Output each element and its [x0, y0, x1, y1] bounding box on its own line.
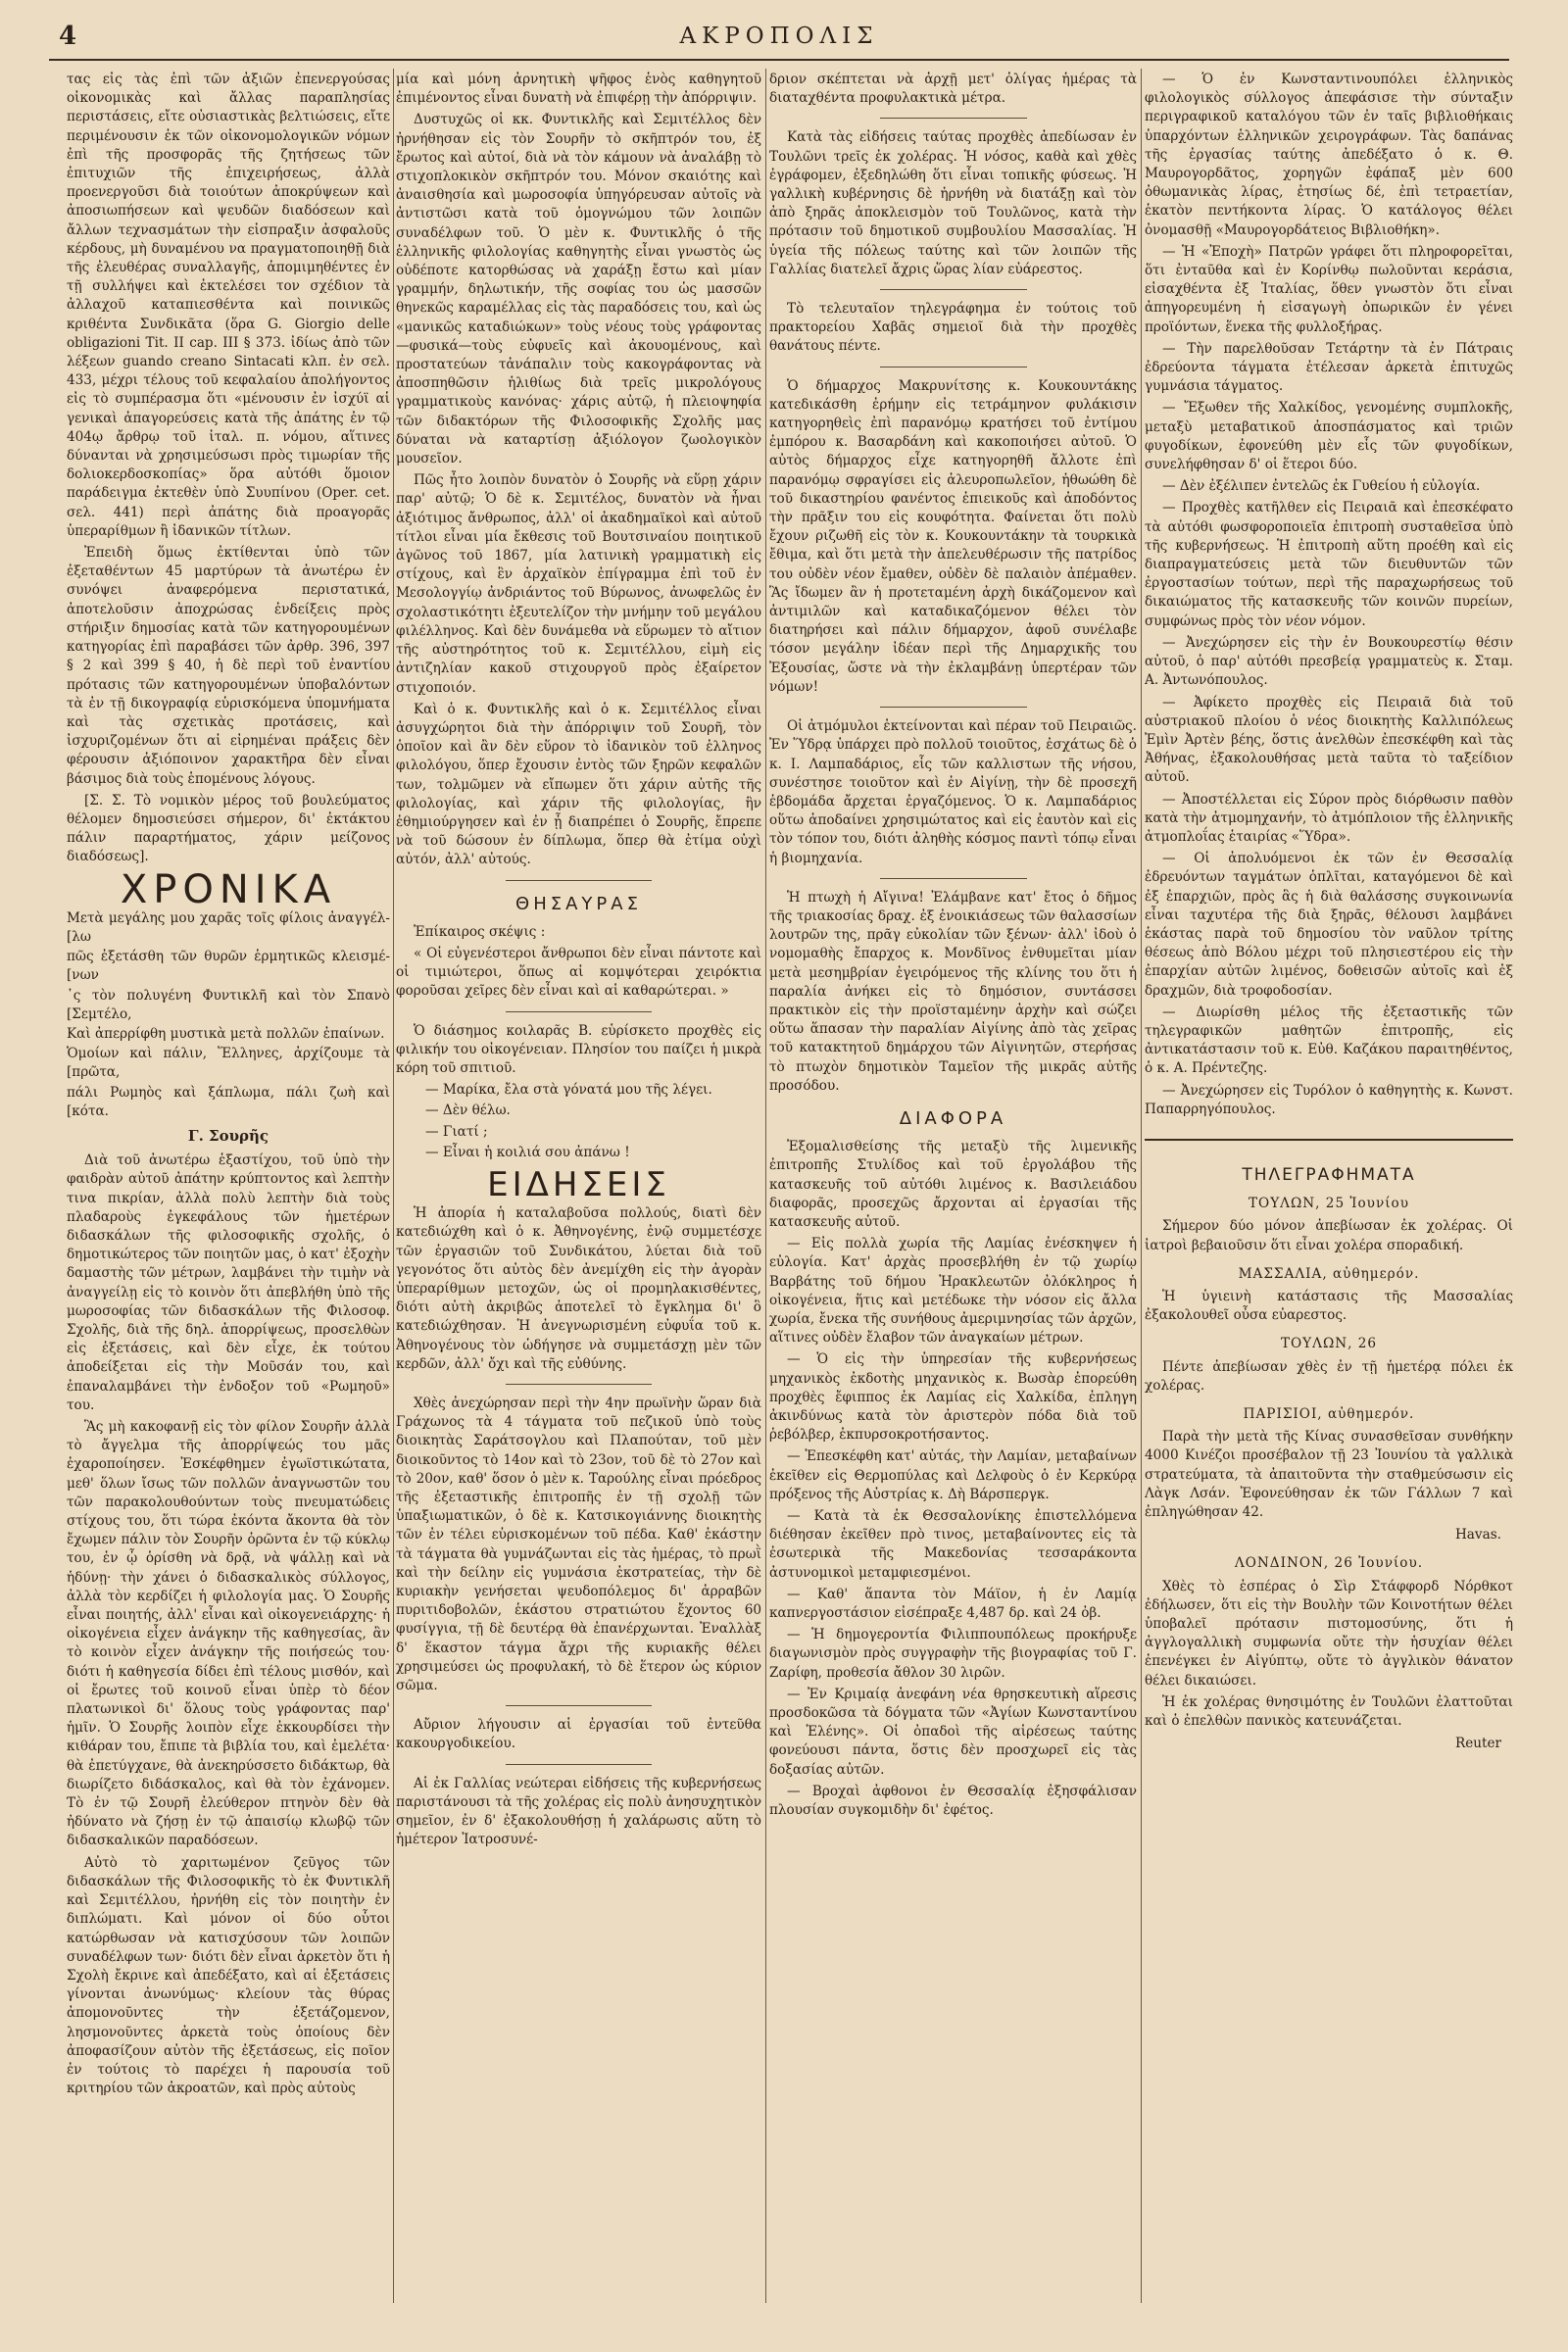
paragraph: Ὁ διάσημος κοιλαρᾶς Β. εὑρίσκετο προχθὲς εἰς φιλικήν του οἰκογένειαν. Πλησίον του παίζει ἡ μικρὰ κόρη τοῦ σπιτιοῦ. [396, 1022, 761, 1076]
paragraph: Οἱ ἀτμόμυλοι ἐκτείνονται καὶ πέραν τοῦ Πειραιῶς. Ἐν Ὕδρᾳ ὑπάρχει πρὸ πολλοῦ τοιοῦτος, ἐσχάτως δὲ ὁ κ. Ι. Λαμπαδάριος, εἷς τῶν καλλιστων τῆς νήσου, συνέστησε τοιοῦτον καὶ ἐν Αἰγίνῃ, τὴν δὲ προσεχῆ ἑβδομάδα ἄρχεται ἐργαζόμενος. Ὁ κ. Λαμπαδάριος οὕτω ἀποδαίνει χρησιμώτατος καὶ εἰς ἑαυτὸν καὶ εἰς τὸν τόπον του, διότι ἀληθὴς κόσμος παντὶ τόπῳ εἶναι ἡ βιομηχανία. [769, 718, 1137, 866]
editor-note: [Σ. Σ. Τὸ νομικὸν μέρος τοῦ βουλεύματος θέλομεν δημοσιεύσει σήμερον, δι' ἐκτάκτου πάλιν παραρτήματος, χάριν μείζονος διαδόσεως]. [67, 792, 390, 865]
paragraph: Διὰ τοῦ ἀνωτέρω ἑξαστίχου, τοῦ ὑπὸ τὴν φαιδρὰν αὐτοῦ ἀπάτην κρύπτοντος καὶ λεπτὴν τινα πικρίαν, ἀλλὰ πολὺ λεπτὴν διὰ τοὺς πλαδαροὺς ἐγκεφάλους τῶν ἡμετέρων διδασκάλων τῆς φιλοσοφικῆς σχολῆς, ὁ δημοτικώτερος τῶν ποιητῶν μας, ὁ κατ' ἐξοχὴν δαμαστὴς τῶν μέτρων, λαμβάνει τὴν τιμὴν νὰ ἀναγγείλῃ εἰς τὸ κοινὸν ὅτι ἀπεβλήθη ὑπὸ τῆς μωροσοφίας τῶν διδασκάλων τῆς Φιλοσοφ. Σχολῆς, διὰ τῆς δηλ. ἀπορρίψεως, προσελθὼν εἰς ἐξετάσεις, καὶ δὲν εἶχε, ἐκ τούτου ἀποδείξεται εἰς τὴν Μοῦσάν του, καὶ ἐπαναλαμβάνει τὴν ἐνδοξον τοῦ «Ρωμηοῦ» του. [67, 1152, 390, 1413]
paragraph: — Ἐν Κριμαίᾳ ἀνεφάνη νέα θρησκευτικὴ αἵρεσις προσδοκῶσα τὰ δόγματα τῶν «Ἀγίων Κωνσταντίνου καὶ Ἑλένης». Οἱ ὀπαδοὶ τῆς αἱρέσεως ταύτης φονεύουσι πάντα, ὅστις δὲν προσχωρεῖ εἰς τὰς δοξασίας αὐτῶν. [769, 1686, 1137, 1778]
column-2 [396, 71, 761, 2305]
dateline: ΛΟΝΔΙΝΟΝ, 26 Ἰουνίου. [1234, 1555, 1424, 1572]
quote: « Οἱ εὐγενέστεροι ἄνθρωποι δὲν εἶναι πάντοτε καὶ οἱ τιμιώτεροι, ὅπως αἱ κομψότεραι χειρόκτια φοροῦσαι χεῖρες δὲν εἶναι καὶ αἱ καθαρώτεραι. » [396, 945, 761, 1000]
dateline: ΤΟΥΛΩΝ, 25 Ἰουνίου [1248, 1196, 1409, 1212]
news-agency: Reuter [1454, 1736, 1501, 1752]
paragraph: Καὶ ὁ κ. Φυντικλῆς καὶ ὁ κ. Σεμιτέλλος εἶναι ἀσυγχώρητοι διὰ τὴν ἀπόρριψιν τοῦ Σουρῆ, τὸν ὁποῖον καὶ ἂν δὲν εὕρον τὸ ἰδανικὸν τοῦ ἑλληνος φιλολόγου, ὅπερ ἔχουσιν ἐντὸς τῶν ξηρῶν κεφαλῶν των, τολμῶμεν νὰ εἴπωμεν ὅτι χάριν αὐτῆς τῆς φιλολογίας, καὶ χάριν τῆς φιλολογίας, ἣν ἐθημιούργησεν καὶ ἐν ᾗ διαπρέπει ὁ Σουρῆς, ἔπρεπε νὰ τοῦ δώσουν ἐν δίπλωμα, ὅπερ θὰ ἐτίμα οὐχὶ αὐτόν, ἀλλ' αὐτούς. [396, 701, 761, 868]
paragraph: — Ἀνεχώρησεν εἰς Τυρόλον ὁ καθηγητὴς κ. Κωνστ. Παπαρρηγόπουλος. [1145, 1082, 1513, 1117]
divider [506, 1011, 652, 1012]
paragraph: Κατὰ τὰς εἰδήσεις ταύτας προχθὲς ἀπεδίωσαν ἐν Τουλῶνι τρεῖς ἐκ χολέρας. Ἡ νόσος, καθὰ καὶ χθὲς ἐγράφομεν, ἐξεδηλώθη ὅτι εἶναι τοπικῆς φύσεως. Ἡ γαλλικὴ κυβέρνησις δὲ ἠρνήθη νὰ διατάξῃ καὶ τὸν ἀπὸ ξηρᾶς ἀποκλεισμὸν τοῦ Τουλῶνος, κατὰ τὴν πρότασιν τοῦ δημοτικοῦ συμβουλίου Μασσαλίας. Ἡ ὑγεία τῆς πόλεως ταύτης καὶ τῶν λοιπῶν τῆς Γαλλίας διατελεῖ ἄχρις ὥρας λίαν εὐάρεστος. [769, 129, 1137, 277]
divider [880, 118, 1027, 119]
paragraph: — Ἡ δημογεροντία Φιλιππουπόλεως προκήρυξε διαγωνισμὸν πρὸς συγγραφὴν τῆς βιογραφίας τοῦ Γ. Ζαρίφη, προθεσία ἄθλον 30 λιρῶν. [769, 1627, 1137, 1681]
paragraph: — Ἐπεσκέφθη κατ' αὐτάς, τὴν Λαμίαν, μεταβαίνων ἐκεῖθεν εἰς Θερμοπύλας καὶ Δελφοὺς ὁ ἐν Κερκύρᾳ πρόξενος τῆς Αὐστρίας κ. Δὴ Βάρσπεργκ. [769, 1448, 1137, 1502]
paragraph: — Οἱ ἀπολυόμενοι ἐκ τῶν ἐν Θεσσαλίᾳ ἑδρευόντων ταγμάτων ὁπλῖται, καταγόμενοι δὲ καὶ ἐξ ἐπαρχιῶν, πρὸς ἃς ἡ διὰ θαλάσσης συγκοινωνία εἶναι ταχυτέρα τῆς διὰ ξηρᾶς, θέλουσι λαμβάνει ἑκάστας παρὰ τοῦ δημοσίου τὸν ναῦλον τρίτης θέσεως ἀπὸ Βόλου μέχρι τοῦ πλησιεστέρου εἰς τὴν ἐπαρχίαν αὐτῶν λιμένος, δοθεισῶν αὐτοῖς καὶ ἐξ δραχμῶν, διὰ τροφοδοσίαν. [1145, 851, 1513, 999]
paper-title: ΑΚΡΟΠΟΛΙΣ [679, 24, 879, 49]
paragraph: — Προχθὲς κατῆλθεν εἰς Πειραιᾶ καὶ ἐπεσκέφατο τὰ αὐτόθι φωσφοροποιεῖα ἐπιτροπὴ συσταθεῖσα ὑπὸ τῆς κυβερνήσεως. Ἡ ἐπιτροπὴ αὕτη προέθη καὶ εἰς διαπραγματεύσεις μετὰ τῶν διευθυντῶν τῶν ἐργοστασίων τούτων, περὶ τῆς παραχωρήσεως τοῦ δικαιώματος τῆς κατασκευῆς τῶν κοινῶν πυρείων, συμφώνως πρὸς τὸν νέον νόμον. [1145, 500, 1513, 629]
column-1 [67, 71, 390, 2305]
divider [506, 1705, 652, 1706]
divider [880, 367, 1027, 368]
paragraph: — Βροχαὶ ἀφθονοι ἐν Θεσσαλίᾳ ἐξησφάλισαν πλουσίαν συγκομιδὴν δι' ἐφέτος. [769, 1783, 1137, 1819]
poem-line: Μετὰ μεγάλης μου χαρᾶς τοῖς φίλοις ἀναγγέλ-[λω [67, 909, 390, 945]
poem [67, 909, 390, 1121]
dialog-line: — Δὲν θέλω. [425, 1102, 511, 1119]
paragraph: — Ἀποστέλλεται εἰς Σύρον πρὸς διόρθωσιν παθὸν κατὰ τὴν ἀτμομηχανήν, τὸ ἀτμόπλοιον τῆς ἑλληνικῆς ἀτμοπλοΐας ἑταιρίας «Ὕδρα». [1145, 791, 1513, 845]
paragraph: Αὔριον λήγουσιν αἱ ἐργασίαι τοῦ ἐντεῦθα κακουργοδικείου. [396, 1717, 761, 1752]
poem-line: πῶς ἐξετάσθη τῶν θυρῶν ἑρμητικῶς κλεισμέ-[νων [67, 949, 390, 984]
paragraph: — Δὲν ἐξέλιπεν ἐντελῶς ἐκ Γυθείου ἡ εὐλογία. [1162, 478, 1481, 495]
divider [880, 289, 1027, 290]
page-number: 4 [59, 22, 77, 51]
paragraph: Ἐπειδὴ ὅμως ἐκτίθενται ὑπὸ τῶν ἐξεταθέντων 45 μαρτύρων τὰ ἀνωτέρω ἐν συνόψει ἀναφερόμενα περιστατικά, ἀποτελοῦσιν ἀποχρώσας ἐνδείξεις πρὸς στήριξιν δημοσίας κατὰ τῶν κατηγορουμένων κατηγορίας ἐπὶ παραβάσει τῶν ἀρθρ. 396, 397 § 2 καὶ 399 § 40, ἡ δὲ περὶ τοῦ ἐναντίου πρότασις τῶν κατηγορουμένων ὑποβαλόντων τὰ ἐν τῇ δικογραφίᾳ εὑρισκόμενα ὑπομνήματα καὶ τὰς σχετικὰς προτάσεις, καὶ ἰσχυριζομένων ὅτι αἱ εἰρημέναι πράξεις δὲν φέρουσιν ἀξιόποινον χαρακτῆρα δὲν εἶναι βάσιμος διὰ τοὺς ἑπομένους λόγους. [67, 545, 390, 787]
paragraph: Ἡ ἀπορία ἡ καταλαβοῦσα πολλούς, διατὶ δὲν κατεδιώχθη καὶ ὁ κ. Ἀθηνογένης, ἐνῷ συμμετέσχε τῶν ἐργασιῶν τοῦ Συνδικάτου, λύεται διὰ τοῦ γεγονότος ὅτι αὐτὸς δὲν ἀνεμίχθη εἰς τὴν ἀγορὰν ὑπεραρίθμων μετοχῶν, ὡς οἱ προμηλακισθέντες, διότι αὐτὴ ἀκριβῶς ἀποτελεῖ τὸ ἔγκλημα δι' ὃ κατεδιώχθησαν. Ἡ ἀνεγνωρισμένη εὐφυΐα τοῦ κ. Ἀθηνογένους τὸν ὡδήγησε νὰ συμμετάσχῃ μὲν τῶν κερδῶν, ἀλλ' ὄχι καὶ τῆς εὐθύνης. [396, 1205, 761, 1372]
section-title-chronika: ΧΡΟΝΙΚΑ [120, 866, 337, 912]
paragraph: — Ἔξωθεν τῆς Χαλκίδος, γενομένης συμπλοκῆς, μεταξὺ μεταβατικοῦ ἀποσπάσματος καὶ τριῶν φυγοδίκων, ἐφονεύθη μὲν εἷς τῶν φυγοδίκων, συνελήφθησαν δ' οἱ ἕτεροι δύο. [1145, 400, 1513, 473]
section-title-thesauras: ΘΗΣΑΥΡΑΣ [515, 893, 642, 914]
telegram-text: Παρὰ τὴν μετὰ τῆς Κίνας συνασθεῖσαν συνθήκην 4000 Κινέζοι προσέβαλον τῇ 23 Ἰουνίου τὰ γαλλικὰ στρατεύματα, τὰ ἀπαιτοῦντα τὴν σταθμεύσωσιν εἰς Λὰγκ Λσάν. Ἐφονεύθησαν ἐκ τῶν Γάλλων 7 καὶ ἐπληγώθησαν 42. [1145, 1429, 1513, 1521]
paragraph: Αὐτὸ τὸ χαριτωμένον ζεῦγος τῶν διδασκάλων τῆς Φιλοσοφικῆς τὸ ἐκ Φυντικλῆ καὶ Σεμιτέλλου, ἠρνήθη εἰς τὸν ποιητὴν ἐν διπλώματι. Καὶ μόνον οἱ δύο οὗτοι κατώρθωσαν νὰ κατισχύσουν τῶν λοιπῶν συναδέλφων των· διότι δὲν εἶναι ἀρκετὸν ὅτι ἡ Σχολὴ ἔκρινε καὶ ἀπεδέξατο, καὶ αἱ ἐξετάσεις γίνονται ἀνωνύμως· κλείουν τὰς θύρας ἀπομονοῦντες τὴν ἐξετάζομενον, λησμονοῦντες ἀρκετὰ τοὺς ὁποίους δὲν ἀποφασίζουν αὐτὸν τῆς ἐξετάσεως, εἰς ποῖον ἐν τούτοις τὸ παρέχει ἡ παρουσία τοῦ κριτηρίου τῶν ἀκροατῶν, καὶ πρὸς αὐτοὺς [67, 1854, 390, 2097]
paragraph: δριον σκέπτεται νὰ ἀρχῇ μετ' ὀλίγας ἡμέρας τὰ διαταχθέντα προφυλακτικὰ μέτρα. [769, 72, 1137, 107]
paragraph: — Ἡ «Ἐποχὴ» Πατρῶν γράφει ὅτι πληροφορεῖται, ὅτι ἐνταῦθα καὶ ἐν Κορίνθῳ πωλοῦνται κεράσια, εἰσαχθέντα ἐξ Ἰταλίας, ὅθεν γνωστὸν ὅτι εἶναι ἀπηγορευμένη ἡ εἰσαγωγὴ ὀπωρικῶν ἐν γένει προϊόντων, ἕνεκα τῆς φυλλοξήρας. [1145, 243, 1513, 335]
column-3 [769, 71, 1137, 2305]
paragraph: Ἃς μὴ κακοφανῇ εἰς τὸν φίλον Σουρῆν ἀλλὰ τὸ ἄγγελμα τῆς ἀπορρίψεώς του μᾶς ἐχαροποίησεν. Ἐσκέφθημεν ἐγωϊστικώτατα, μεθ' ὅλων ἴσως τῶν πολλῶν ἀναγνωστῶν του τῶν παρακολουθούντων τοὺς πνευματώδεις στίχους του, ὅτι τώρα ἐκόντα ἄκοντα θὰ τὸν ἔχωμεν πάλιν τὸν Σουρῆν ὁρῶντα ἐν τῷ κύκλῳ του, ἐν ᾧ ὁρίσθη νὰ δρᾷ, νὰ ψάλλῃ καὶ νὰ ἡδύνῃ· τὴν χάνει ὁ διδασκαλικὸς σύλλογος, ἀλλὰ τὸν κερδίζει ἡ φιλολογία μας. Ὁ Σουρῆς εἶναι ποιητής, ἀλλ' εἶναι καὶ οἰκογενειάρχης· ἡ οἰκογένεια εἶχεν ἀνάγκην τῆς καθηγεσίας, ἂν τὸ κοινὸν εἶχεν ἀνάγκην τῆς ποιήσεώς του· διότι ἡ καθηγεσία δίδει ἐπὶ τέλους μισθόν, καὶ οἱ ἔρωτες τοῦ κοινοῦ εἶναι ὑπὲρ τὸ δέον πλατωνικοὶ δι' ὅλους τοὺς γράφοντας παρ' ἡμῖν. Ὁ Σουρῆς λοιπὸν εἶχε ἐκκουρδίσει τὴν κιθάραν του, ἔπιπε τὰ βιβλία του, καὶ ἐμελέτα· θὰ ἐπετύγχανε, θὰ ἀνεκηρύσσετο διδάκτωρ, θὰ διωρίζετο διδάσκαλος, καὶ θὰ τὸν ἐχάνομεν. Τὸ ἐν τῷ Σουρῆ ἐλεύθερον πτηνὸν δὲν θὰ ἠδύνατο νὰ ζήσῃ ἐν τῷ ἀπαισίῳ κλωβῷ τῶν διδασκαλικῶν παραδόσεων. [67, 1419, 390, 1849]
paragraph: μία καὶ μόνη ἀρνητικὴ ψῆφος ἑνὸς καθηγητοῦ ἐπιμένοντος εἶναι δυνατὴ νὰ ἐπιφέρῃ τὴν ἀπόρριψιν. [396, 72, 761, 107]
paragraph: — Ἀφίκετο προχθὲς εἰς Πειραιᾶ διὰ τοῦ αὐστριακοῦ πλοίου ὁ νέος διοικητὴς Καλλιπόλεως Ἐμὶν Ἀρτὲν βέης, ὅστις ἀνελθὼν ἐπεσκέφθη καὶ τὰς Ἀθήνας, ἐξακολουθήσας μετὰ ταῦτα τὸ ταξείδιον αὐτοῦ. [1145, 694, 1513, 786]
masthead [49, 20, 1509, 61]
dialog-line: — Εἶναι ἡ κοιλιά σου ἀπάνω ! [425, 1144, 630, 1160]
paragraph: — Τὴν παρελθοῦσαν Τετάρτην τὰ ἐν Πάτραις ἑδρεύοντα τάγματα ἐτέλεσαν ἀρκετὰ ἐπιτυχῶς γυμνάσια τάγματος. [1145, 340, 1513, 395]
column-divider [765, 69, 766, 2303]
paragraph: — Ἀνεχώρησεν εἰς τὴν ἐν Βουκουρεστίῳ θέσιν αὐτοῦ, ὁ παρ' αὐτόθι πρεσβείᾳ γραμματεὺς κ. Σταμ. Α. Ἀντωνόπουλος. [1145, 634, 1513, 689]
paragraph: Χθὲς ἀνεχώρησαν περὶ τὴν 4ην πρωϊνὴν ὥραν διὰ Γράχωνος τὰ 4 τάγματα τοῦ πεζικοῦ ὑπὸ τοὺς διοικητὰς Σαράτσογλου καὶ Πλαπούταν, τοῦ μὲν διοικοῦντος τὸ 14ον καὶ τὸ 23ον, τοῦ δὲ τὸ 27ον καὶ τὸ 20ον, καθ' ὅσον ὁ μὲν κ. Ταρούλης εἶναι πρόεδρος τῆς ἐξεταστικῆς ἐπιτροπῆς ἐν τῇ σχολῇ τῶν ὑπαξιωματικῶν, ὁ δὲ κ. Κατσικογιάννης διοικητὴς τῶν ἐν τέλει εὑρισκομένων τοῦ πέδα. Καθ' ἑκάστην τὰ τάγματα θὰ γυμνάζωνται εἰς τὰς ἡμέρας, τὸ πρωῒ καὶ τὴν δείλην εἰς γυμνάσια ἐκστρατείας, τὴν δὲ κυριακὴν γενήσεται ψευδοπόλεμος δι' ἀρραβῶν πυριτιδοβολῶν, ἑκάστου στρατιώτου ἔχοντος 60 φυσίγγια, τῇ δὲ δευτέρᾳ θὰ ἐπανέρχωνται. Ἐναλλὰξ δ' ἕκαστον τάγμα ἄχρι τῆς κυριακῆς θέλει χρησιμεύσει ὡς προφυλακή, τὸ δὲ ἕτερον ὡς κύριον σῶμα. [396, 1396, 761, 1694]
poem-line: πάλι Ρωμηὸς καὶ ξάπλωμα, πάλι ζωὴ καὶ [κότα. [67, 1084, 390, 1119]
section-title-diafora: ΔΙΑΦΟΡΑ [899, 1107, 1007, 1129]
dateline: ΜΑΣΣΑΛΙΑ, αὐθημερόν. [1238, 1265, 1420, 1282]
poem-signature: Γ. Σουρῆς [187, 1126, 270, 1145]
dateline: ΠΑΡΙΣΙΟΙ, αὐθημερόν. [1243, 1406, 1415, 1422]
paragraph: Ἡ πτωχὴ ἡ Αἴγινα! Ἐλάμβανε κατ' ἔτος ὁ δῆμος τῆς τριακοσίας δραχ. ἐξ ἐνοικιάσεως τῶν θαλασσίων λουτρῶν της, πρᾶγ εὐκολίαν τῶν ξένων· ἀλλ' ἰδοὺ ὁ νομομαθὴς ἔπαρχος κ. Μονδῖνος ἐνθυμεῖται μίαν μετὰ μεσημβρίαν ἐγειρόμενος τῆς κλίνης του ὅτι ἡ παραλία ἀνήκει εἰς τὸ δημόσιον, συντάσσει πρακτικὸν εἰς τὴν προϊσταμένην ἀρχὴν καὶ σώζει οὕτω ἅπασαν τὴν παραλίαν Αἰγίνης ἀπὸ τὰς χεῖρας τοῦ κατακτητοῦ δημάρχου τῶν Αἰγινητῶν, στερήσας τὸ πτωχὸν δημοτικὸν Ταμεῖον τῆς μικρᾶς αὐτῆς προσόδου. [769, 889, 1137, 1094]
paragraph: — Ὁ ἐν Κωνσταντινουπόλει ἑλληνικὸς φιλολογικὸς σύλλογος ἀπεφάσισε τὴν σύνταξιν περιγραφικοῦ καταλόγου τῶν ἐν ταῖς βιβλιοθήκαις ὑπαρχόντων ἑλληνικῶν χειρογράφων. Τὰς δαπάνας τῆς ἐργασίας ταύτης ἀπεδέξατο ὁ κ. Θ. Μαυρογορδᾶτος, χορηγῶν ἐφάπαξ μὲν 600 ὀθωμανικὰς λίρας, ἐτησίως δέ, ἐπὶ τετραετίαν, ἑκατὸν πεντήκοντα λίρας. Ὁ κατάλογος θέλει ὀνομασθῇ «Μαυρογορδάτειος Βιβλιοθήκη». [1145, 72, 1513, 238]
paragraph-label: Ἐπίκαιρος σκέψις : [414, 923, 546, 940]
divider [506, 880, 652, 881]
paragraph: — Ὁ εἰς τὴν ὑπηρεσίαν τῆς κυβερνήσεως μηχανικὸς ἐκδοτὴς μηχανικὸς κ. Βωσὰρ ἐπορεύθη προχθὲς ἔφιππος ἐκ Λαμίας εἰς Χαλκίδα, ἐπληγη ἀκινδύνως κατὰ τὸν ἀριστερὸν πόδα διὰ τοῦ ῥεβόλβερ, ἐκπυρσοκροτήσαντος. [769, 1351, 1137, 1444]
telegram-text: Ἡ ὑγιεινὴ κατάστασις τῆς Μασσαλίας ἐξακολουθεῖ οὖσα εὐαρεστος. [1145, 1288, 1513, 1324]
divider [880, 707, 1027, 708]
paragraph: — Διωρίσθη μέλος τῆς ἐξεταστικῆς τῶν τηλεγραφικῶν μαθητῶν ἐπιτροπῆς, εἰς ἀντικατάστασιν τοῦ κ. Εὐθ. Καζάκου παραιτηθέντος, ὁ κ. Α. Πρέντεζης. [1145, 1004, 1513, 1077]
paragraph: Αἱ ἐκ Γαλλίας νεώτεραι εἰδήσεις τῆς κυβερνήσεως παριστάνουσι τὰ τῆς χολέρας εἰς πολὺ ἀνησυχητικὸν σημεῖον, ἐν δ' ἐξακολουθήσῃ ἡ χαλάρωσις αὕτη τὸ ἡμέτερον Ἰατροσυνέ- [396, 1775, 761, 1848]
section-title-eidiseis: ΕΙΔΗΣΕΙΣ [487, 1164, 670, 1204]
telegram-text: Πέντε ἀπεβίωσαν χθὲς ἐν τῇ ἡμετέρᾳ πόλει ἐκ χολέρας. [1145, 1358, 1513, 1394]
poem-line: Ὁμοίων καὶ πάλιν, Ἕλληνες, ἀρχίζουμε τὰ [πρῶτα, [67, 1046, 390, 1081]
telegram-text: Ἡ ἐκ χολέρας θνησιμότης ἐν Τουλῶνι ἐλαττοῦται καὶ ὁ ἐπελθὼν πανικὸς κατευνάζεται. [1145, 1693, 1513, 1730]
dialog-line: — Μαρίκα, ἔλα στὰ γόνατά μου τῆς λέγει. [425, 1082, 712, 1099]
dialog-line: — Γιατί ; [425, 1123, 488, 1140]
poem-line: Καὶ ἀπερρίφθη μυστικὰ μετὰ πολλῶν ἐπαίνων. [67, 1025, 385, 1042]
paragraph: — Εἰς πολλὰ χωρία τῆς Λαμίας ἐνέσκηψεν ἡ εὐλογία. Κατ' ἀρχὰς προσεβλήθη ἐν τῷ χωρίῳ Βαρβάτης τοῦ δήμου Ἡρακλεωτῶν ὀλόκληρος ἡ οἰκογένεια, ἥτις καὶ μετέδωκε τὴν νόσον εἰς ἄλλα χωρία, ἔνεκα τῆς συνήθους ἀμεριμνησίας τῶν ἀρχῶν, αἵτινες οὐδὲν ἔλαβον τῶν ἀναγκαίων μέτρων. [769, 1236, 1137, 1347]
paragraph: Δυστυχῶς οἱ κκ. Φυντικλῆς καὶ Σεμιτέλλος δὲν ἠρνήθησαν εἰς τὸν Σουρῆν τὸ σκῆπτρόν του, ἐξ ἔρωτος καὶ αὐτοί, διὰ νὰ τὸν κάμουν νὰ ἀναλάβῃ τὸ στιχοπλοκικὸν σκῆπτρόν του. Μόνον σκαιότης καὶ ἀναισθησία καὶ μωροσοφία ὑπηγόρευσαν αὐτοῖς νὰ ἀντιστῶσι κατὰ τοῦ ὁμογνώμου τῶν λοιπῶν συναδέλφων τοῦ. Ὁ μὲν κ. Φυντικλῆς ὁ τῆς ἑλληνικῆς φιλολογίας καθηγητὴς εἶναι γνωστὸς ὡς οὐδέποτε κατορθώσας νὰ χαράξῃ ἔστω καὶ μίαν γραμμήν, δηλωτικήν, τῆς σοφίας του ὡς μασσῶν θηνεκῶς καραμέλλας εἰς τὰς παραδόσεις του, καὶ ὡς «μανικῶς καταδιώκων» τοὺς νέους τοὺς γράφοντας—φυσικά—τοὺς εὐφυεῖς καὶ ἀκουομένους, καὶ προστατεύων τἀνάπαλιν τοὺς κακογράφοντας νὰ ἀποσπηθῶσιν ἡλιθίως διὰ τρεῖς μικρολόγους γραμματικοὺς κανόνας· χάρις αὐτῷ, ἡ πλειοψηφία τῶν διδακτόρων τῆς Φιλοσοφικῆς Σχολῆς μας δύναται νὰ καταρτίσῃ ἀξιόλογον ζωολογικὸν μουσεῖον. [396, 112, 761, 467]
paragraph: Ἐξομαλισθείσης τῆς μεταξὺ τῆς λιμενικῆς ἐπιτροπῆς Στυλίδος καὶ τοῦ ἐργολάβου τῆς κατασκευῆς τοῦ αὐτόθι λιμένος κ. Βασιλειάδου διαφορᾶς, προσεχῶς ἄρχονται αἱ ἐργασίαι τῆς κατασκευῆς αὐτοῦ. [769, 1139, 1137, 1230]
paragraph: Τὸ τελευταῖον τηλεγράφημα ἐν τούτοις τοῦ πρακτορείου Χαβᾶς σημειοῖ διὰ τὴν προχθὲς θανάτους πέντε. [769, 301, 1137, 355]
column-divider [1141, 69, 1142, 2303]
paragraph: Πῶς ἦτο λοιπὸν δυνατὸν ὁ Σουρῆς νὰ εὕρῃ χάριν παρ' αὐτῷ; Ὁ δὲ κ. Σεμιτέλος, δυνατὸν νὰ ἦναι ἀξιότιμος ἄνθρωπος, ἀλλ' οἱ ἀκαδημαϊκοὶ καὶ αὐτοῦ τίτλοι εἶναι μία ἔκθεσις τοῦ Βουτσιναίου ποιητικοῦ ἀγῶνος τοῦ 1867, μία λατινικὴ γραμματικὴ εἰς στίχους, καὶ ἓν ἀρχαϊκὸν ἐπίγραμμα ἐπὶ τοῦ ἐν Μεσολογγίῳ ἀνδριάντος τοῦ Βύρωνος, ἀνωφελῶς ἐν σχολαστικότητι ἐξευτελίζον τὴν μνήμην τοῦ μεγάλου φιλέλληνος. Καὶ δὲν δυνάμεθα νὰ εὕρωμεν τὸ αἴτιον τῆς αὐστηρότητος τοῦ κ. Σεμιτέλλου, εἰμὴ εἰς ἀντιζηλίαν κακοῦ στιχουργοῦ πρὸς ἐξαίρετον στιχοποιόν. [396, 472, 761, 696]
news-agency: Havas. [1454, 1527, 1501, 1544]
paragraph: — Κατὰ τὰ ἐκ Θεσσαλονίκης ἐπιστελλόμενα διέθησαν ἐκεῖθεν πρὸ τινος, μεταβαίνοντες εἰς τὰ ἐσωτερικὰ τῆς Μακεδονίας τεσσαράκοντα ἀστυνομικοὶ μεταμφιεσμένοι. [769, 1508, 1137, 1581]
dateline: ΤΟΥΛΩΝ, 26 [1280, 1336, 1378, 1352]
poem-line: ῾ς τὸν πολυγένη Φυντικλῆ καὶ τὸν Σπανὸ [Σεμτέλο, [67, 987, 390, 1022]
section-title-telegrams: ΤΗΛΕΓΡΑΦΗΜΑΤΑ [1242, 1164, 1416, 1185]
column-divider [393, 69, 394, 2303]
telegram-text: Σήμερον δύο μόνον ἀπεβίωσαν ἐκ χολέρας. Οἱ ἰατροὶ βεβαιοῦσιν ὅτι εἶναι χολέρα σποραδική. [1145, 1218, 1513, 1253]
telegrams-section [1145, 1139, 1513, 1753]
divider [506, 1764, 652, 1765]
paragraph: Ὁ δήμαρχος Μακρυνίτσης κ. Κουκουντάκης κατεδικάσθη ἐρήμην εἰς τετράμηνον φυλάκισιν κατηγορηθεὶς ἐπὶ παρανόμῳ κρατήσει τοῦ ἐντίμου ἐμπόρου κ. Βασαρδάνη καὶ κακοποιήσει αὐτοῦ. Ὁ αὐτὸς δήμαρχος εἶχε κατηγορηθῆ ἄλλοτε ἐπὶ παρανόμῳ σφραγίσει εἰς ἀλευροπωλεῖον, ἡθωώθη δὲ τοῦ δικαστηρίου φανέντος ἐπιεικοῦς καὶ ἀποδόντος τὴν πρᾶξιν του εἰς κουφότητα. Φαίνεται ὅτι πολὺ ἔχουν ριζωθῆ εἰς τὸν κ. Κουκουντάκην τὰ τουρκικὰ ἔθιμα, καὶ ὅτι μετὰ τὴν ἀπελευθέρωσιν τῆς πατρίδος του οὐδὲν νέον ἔμαθεν, οὐδὲν δὲ παλαιὸν ἀπέμαθεν. Ἃς ἴδωμεν ἂν ἡ προτεταμένη ἀρχὴ δικάζομενον καὶ ἀντιμιλῶν καὶ καταδικαζόμενον θέλει τὸν διατηρήσει καὶ πάλιν δήμαρχον, ἀφοῦ συνέλαβε τόσον μεγάλην ἰδέαν περὶ τῆς Δημαρχικῆς του Ἐξουσίας, ὥστε νὰ τὴν ἐκλαμβάνῃ ὑπερτέραν τῶν νόμων! [769, 377, 1137, 695]
dialog [396, 1081, 761, 1162]
paragraph: — Καθ' ἅπαντα τὸν Μάϊον, ἡ ἐν Λαμίᾳ καπνεργοστάσιον εἰσέπραξε 4,487 δρ. καὶ 24 ὀβ. [769, 1586, 1137, 1622]
telegram-text: Χθὲς τὸ ἑσπέρας ὁ Σὶρ Στάφφορδ Νόρθκοτ ἐδήλωσεν, ὅτι εἰς τὴν Βουλὴν τῶν Κοινοτήτων θέλει ὑποβαλεῖ πρότασιν πιστομοσύνης, ὅτι ἡ ἀγγλογαλλικὴ συμφωνία οὔτε τὴν ἡσυχίαν θέλει ἐπενέγκει ἐν Αἰγύπτῳ, οὔτε τὸ ἀγγλικὸν θάνατον θέλει δικαιώσει. [1145, 1578, 1513, 1689]
divider [880, 878, 1027, 879]
column-4 [1145, 71, 1513, 2305]
divider [506, 1384, 652, 1385]
paragraph: τας εἰς τὰς ἐπὶ τῶν ἀξιῶν ἐπενεργούσας οἰκονομικὰς καὶ ἄλλας παραπλησίας περιστάσεις, εἴτε οὐσιαστικὰς βελτιώσεις, εἴτε περιμένουσιν ἐκ τῶν οἰκονομολογικῶν νόμων ἐπὶ τῆς προσφορᾶς τῆς ζητήσεως τῶν ἐπιτυχιῶν τῆς ἐπιχειρήσεως, ἀλλὰ προενεργοῦσι διὰ τοιούτων ἀποκρύψεων καὶ ἀποσιωπήσεων καὶ ψευδῶν διαδόσεων καὶ ἄλλων τεχνασμάτων τὴν εἰσπραξιν ἀσφαλοῦς κέρδους, μὴ δυναμένου να πραγματοποιηθῇ διὰ τῆς ἐλευθέρας συναλλαγῆς, ἀπομιμηθέντες ἐν τῇ συλλήψει καὶ ἐκτελέσει τον σχέδιον τὰ ἀλλαχοῦ καταπιεσθέντα καὶ ποινικῶς κριθέντα Συνδικᾶτα (ὅρα G. Giorgio delle obligazioni Tit. II cap. III § 373. ἰδίως ἀπὸ τῶν λέξεων guando creano Sintacati κλπ. ἐν σελ. 433, μέχρι τέλους τοῦ κεφαλαίου ἀπολήγοντος εἰς τὸ συμπέρασμα ὅτι «μένουσιν ἐν ἰσχύϊ αἱ γενικαὶ ἀπαγορεύσεις κατὰ τῆς ἀπάτης ἐν τῷ 404ῳ ἄρθρῳ τοῦ ἰταλ. π. νόμου, αἵτινες δύνανται νὰ χρησιμεύσωσι πρὸς τιμωρίαν τῆς δολιοκερδοσκοπίας» ὅρα αὐτόθι ὅμοιον παράδειγμα ἐκτεθὲν ὑπὸ Συυπίνου (Oper. cet. σελ. 441) περὶ ἀπάτης διὰ προαγορᾶς ὑπεραρίθμων ἢ ἰδανικῶν τίτλων. [67, 72, 390, 539]
